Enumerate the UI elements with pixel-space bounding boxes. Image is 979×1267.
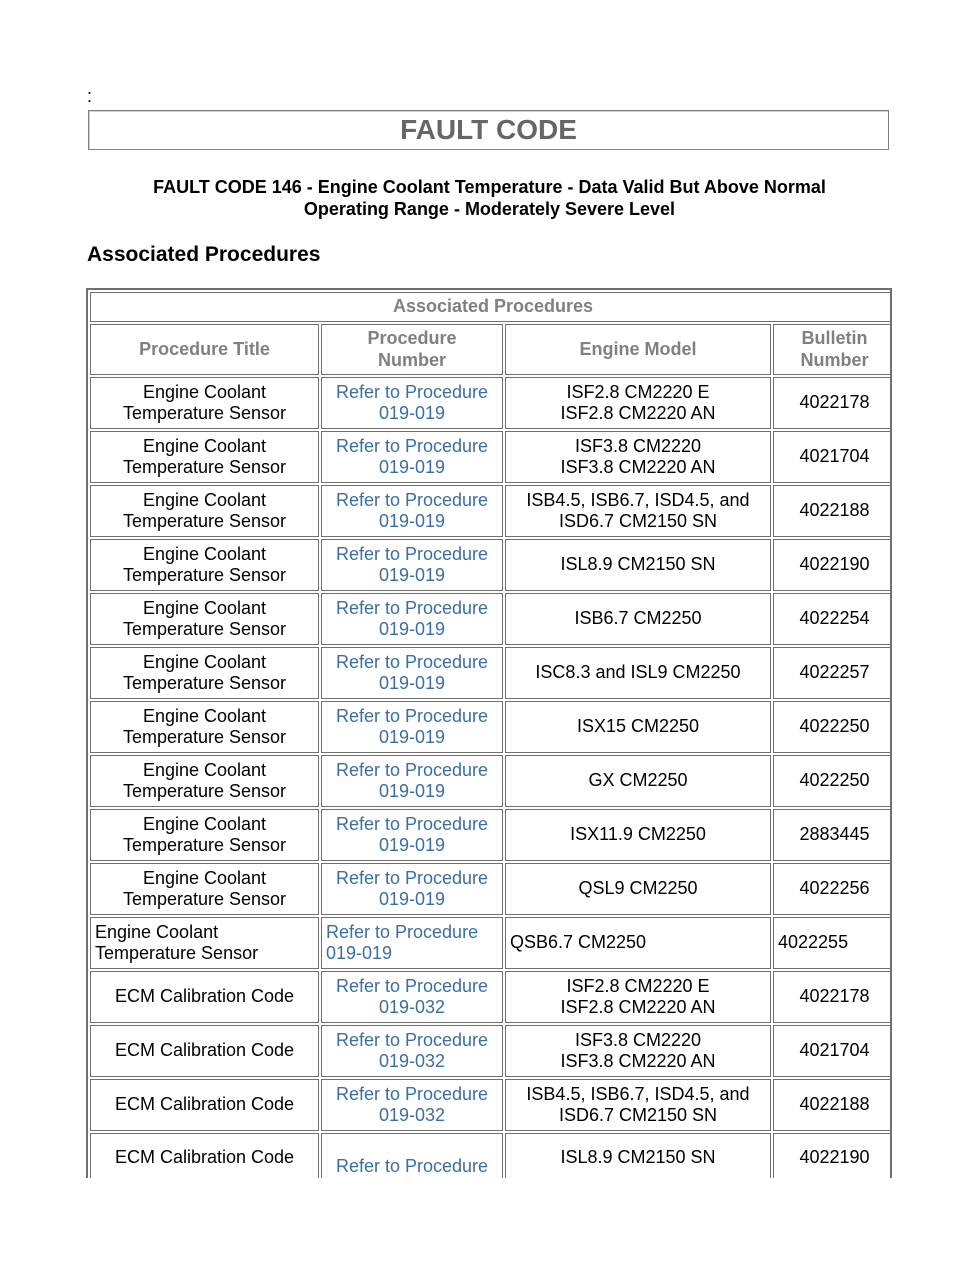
cell-procedure-number <box>321 917 503 969</box>
procedure-title-line-1: Engine Coolant <box>142 381 267 402</box>
engine-model-line-2: ISD6.7 CM2150 SN <box>558 511 718 531</box>
table-row <box>90 917 892 969</box>
cell-procedure-title <box>90 971 319 1023</box>
procedure-title-line-1: Engine Coolant <box>142 759 267 780</box>
table-row <box>90 863 892 915</box>
procedure-title-line-2: Temperature Sensor <box>122 781 287 801</box>
procedure-link-line-2: 019-019 <box>378 403 446 423</box>
procedure-link-line-1: Refer to Procedure <box>335 705 489 726</box>
table-body <box>90 377 892 1178</box>
cell-bulletin-number: 4022190 <box>773 539 892 591</box>
procedure-link-line-2: 019-019 <box>378 727 446 747</box>
cell-procedure-title <box>90 647 319 699</box>
table-header-row <box>90 324 892 375</box>
cell-bulletin-number: 4022178 <box>773 377 892 429</box>
cell-bulletin-number: 4022250 <box>773 755 892 807</box>
header-engine-model: Engine Model <box>505 324 771 375</box>
cell-procedure-number <box>321 1079 503 1131</box>
cell-procedure-title <box>90 1079 319 1131</box>
procedure-title-line-1: Engine Coolant <box>142 435 267 456</box>
procedure-link-line-1: Refer to Procedure <box>335 435 489 456</box>
procedure-link-line-1: Refer to Procedure <box>335 597 489 618</box>
procedure-link[interactable] <box>326 382 498 425</box>
procedure-link[interactable] <box>326 976 498 1019</box>
procedure-title-line-1: ECM Calibration Code <box>114 986 295 1007</box>
cell-procedure-number <box>321 1025 503 1077</box>
cell-bulletin-number: 2883445 <box>773 809 892 861</box>
procedure-link[interactable] <box>326 1156 498 1178</box>
procedure-link-line-1: Refer to Procedure <box>326 921 479 942</box>
cell-procedure-number <box>321 1133 503 1178</box>
procedure-title-line-2: Temperature Sensor <box>122 565 287 585</box>
fault-description <box>88 176 891 220</box>
page-title: FAULT CODE <box>400 114 577 145</box>
procedure-link-line-2: 019-019 <box>378 457 446 477</box>
procedure-link[interactable] <box>326 868 498 911</box>
cell-procedure-number <box>321 809 503 861</box>
procedure-title-line-2: Temperature Sensor <box>122 727 287 747</box>
engine-model-line-2: ISD6.7 CM2150 SN <box>558 1105 718 1125</box>
fault-description-line-1: FAULT CODE 146 - Engine Coolant Temperature - Data Valid But Above Normal <box>153 177 826 197</box>
procedure-title-line-1: Engine Coolant <box>95 921 219 942</box>
cell-engine-model <box>505 971 771 1023</box>
engine-model-line-1: ISF3.8 CM2220 <box>574 435 702 456</box>
cell-procedure-title <box>90 431 319 483</box>
procedure-link[interactable] <box>326 814 498 857</box>
engine-model-line-1: ISX15 CM2250 <box>576 716 700 737</box>
cell-engine-model <box>505 701 771 753</box>
cell-bulletin-number: 4022254 <box>773 593 892 645</box>
procedure-link-line-2: 019-019 <box>378 889 446 909</box>
table-row <box>90 755 892 807</box>
engine-model-line-1: GX CM2250 <box>588 770 688 791</box>
procedure-title-line-1: Engine Coolant <box>142 813 267 834</box>
procedure-link-line-2: 019-032 <box>378 997 446 1017</box>
procedure-link-line-2: 019-019 <box>326 943 393 963</box>
table-caption: Associated Procedures <box>90 292 892 322</box>
procedure-title-line-2: Temperature Sensor <box>122 889 287 909</box>
table-row <box>90 971 892 1023</box>
cell-engine-model <box>505 431 771 483</box>
cell-bulletin-number: 4022250 <box>773 701 892 753</box>
procedure-title-line-1: Engine Coolant <box>142 705 267 726</box>
header-procedure-number-line-2: Number <box>377 349 446 370</box>
procedure-title-line-1: Engine Coolant <box>142 543 267 564</box>
procedure-link[interactable] <box>326 544 498 587</box>
procedure-title-line-2: Temperature Sensor <box>122 673 287 693</box>
cell-procedure-title <box>90 863 319 915</box>
cell-procedure-number <box>321 593 503 645</box>
procedure-link-line-1: Refer to Procedure <box>335 975 489 996</box>
engine-model-line-2: ISF3.8 CM2220 AN <box>560 457 716 477</box>
table-row <box>90 809 892 861</box>
procedure-link-line-2: 019-019 <box>378 673 446 693</box>
cell-procedure-number <box>321 377 503 429</box>
procedure-link[interactable] <box>326 598 498 641</box>
procedure-title-line-1: Engine Coolant <box>142 867 267 888</box>
procedure-link[interactable] <box>326 1030 498 1073</box>
procedure-link[interactable] <box>326 760 498 803</box>
cell-procedure-title <box>90 701 319 753</box>
procedure-link-line-1: Refer to Procedure <box>335 489 489 510</box>
cell-bulletin-number: 4022257 <box>773 647 892 699</box>
procedure-link-line-2: 019-032 <box>378 1051 446 1071</box>
cell-bulletin-number: 4022188 <box>773 1079 892 1131</box>
cell-procedure-title <box>90 1133 319 1178</box>
cell-bulletin-number: 4021704 <box>773 1025 892 1077</box>
table-row <box>90 1133 892 1178</box>
cell-procedure-title <box>90 485 319 537</box>
procedure-link-line-2: 019-019 <box>378 511 446 531</box>
cell-engine-model <box>505 1025 771 1077</box>
procedure-link-line-1: Refer to Procedure <box>335 381 489 402</box>
procedure-link-line-1: Refer to Procedure <box>335 1029 489 1050</box>
cell-bulletin-number: 4022188 <box>773 485 892 537</box>
table-row <box>90 539 892 591</box>
cell-procedure-number <box>321 863 503 915</box>
procedures-table <box>88 290 892 1178</box>
table-row <box>90 1025 892 1077</box>
engine-model-line-1: ISL8.9 CM2150 SN <box>560 1147 716 1167</box>
cell-procedure-title <box>90 809 319 861</box>
procedure-link[interactable] <box>326 1084 498 1127</box>
cell-procedure-number <box>321 485 503 537</box>
engine-model-line-1: QSL9 CM2250 <box>578 878 698 899</box>
cell-procedure-number <box>321 971 503 1023</box>
engine-model-line-1: QSB6.7 CM2250 <box>510 932 647 953</box>
procedure-link-line-2: 019-019 <box>378 835 446 855</box>
engine-model-line-1: ISB6.7 CM2250 <box>574 608 702 629</box>
procedure-title-line-2: Temperature Sensor <box>122 511 287 531</box>
procedure-link-line-1: Refer to Procedure <box>335 1156 489 1176</box>
engine-model-line-1: ISC8.3 and ISL9 CM2250 <box>535 662 741 683</box>
procedure-link[interactable] <box>326 436 498 479</box>
cell-bulletin-number: 4022255 <box>773 917 892 969</box>
cell-engine-model <box>505 377 771 429</box>
engine-model-line-1: ISF2.8 CM2220 E <box>566 975 710 996</box>
section-heading: Associated Procedures <box>87 243 321 266</box>
engine-model-line-2: ISF2.8 CM2220 AN <box>560 997 716 1017</box>
procedure-link-line-2: 019-019 <box>378 565 446 585</box>
header-procedure-title: Procedure Title <box>90 324 319 375</box>
engine-model-line-1: ISF2.8 CM2220 E <box>566 381 710 402</box>
procedure-link[interactable] <box>326 922 498 965</box>
procedure-title-line-2: Temperature Sensor <box>122 403 287 423</box>
cell-bulletin-number: 4022256 <box>773 863 892 915</box>
procedure-title-line-2: Temperature Sensor <box>95 943 259 963</box>
cell-engine-model <box>505 1079 771 1131</box>
procedure-title-line-1: Engine Coolant <box>142 489 267 510</box>
procedure-link-line-1: Refer to Procedure <box>335 813 489 834</box>
header-procedure-number <box>321 324 503 375</box>
cell-engine-model <box>505 593 771 645</box>
cell-engine-model <box>505 539 771 591</box>
procedure-link-line-1: Refer to Procedure <box>335 651 489 672</box>
procedure-title-line-1: ECM Calibration Code <box>114 1147 295 1167</box>
procedure-title-line-2: Temperature Sensor <box>122 619 287 639</box>
procedure-title-line-1: Engine Coolant <box>142 651 267 672</box>
header-procedure-number-line-1: Procedure <box>367 328 457 348</box>
cell-bulletin-number: 4022178 <box>773 971 892 1023</box>
cell-engine-model <box>505 647 771 699</box>
leading-colon: : <box>87 86 93 106</box>
table-row <box>90 647 892 699</box>
cell-procedure-number <box>321 431 503 483</box>
header-bulletin-number-line-2: Number <box>800 349 869 370</box>
cell-procedure-number <box>321 755 503 807</box>
cell-procedure-number <box>321 701 503 753</box>
cell-procedure-number <box>321 647 503 699</box>
procedure-link[interactable] <box>326 706 498 749</box>
engine-model-line-1: ISB4.5, ISB6.7, ISD4.5, and <box>526 1083 750 1104</box>
table-row <box>90 431 892 483</box>
procedure-title-line-1: ECM Calibration Code <box>114 1040 295 1061</box>
procedure-link-line-1: Refer to Procedure <box>335 759 489 780</box>
cell-procedure-title <box>90 755 319 807</box>
cell-procedure-title <box>90 539 319 591</box>
table-row <box>90 485 892 537</box>
page-title-box <box>88 110 889 150</box>
procedures-table-container <box>86 288 892 1178</box>
procedure-link-line-2: 019-019 <box>378 619 446 639</box>
cell-engine-model <box>505 1133 771 1178</box>
engine-model-line-1: ISF3.8 CM2220 <box>574 1029 702 1050</box>
procedure-title-line-1: Engine Coolant <box>142 597 267 618</box>
procedure-link-line-1: Refer to Procedure <box>335 867 489 888</box>
procedure-title-line-1: ECM Calibration Code <box>114 1094 295 1115</box>
engine-model-line-1: ISX11.9 CM2250 <box>570 824 706 845</box>
procedure-link[interactable] <box>326 652 498 695</box>
header-bulletin-number-line-1: Bulletin <box>801 328 868 348</box>
table-row <box>90 377 892 429</box>
procedure-link-line-1: Refer to Procedure <box>335 543 489 564</box>
procedure-link[interactable] <box>326 490 498 533</box>
cell-procedure-number <box>321 539 503 591</box>
procedure-title-line-2: Temperature Sensor <box>122 835 287 855</box>
table-caption-row <box>90 292 892 322</box>
cell-procedure-title <box>90 1025 319 1077</box>
engine-model-line-1: ISL8.9 CM2150 SN <box>560 554 716 575</box>
fault-description-line-2: Operating Range - Moderately Severe Level <box>303 199 676 219</box>
procedure-link-line-1: Refer to Procedure <box>335 1083 489 1104</box>
header-bulletin-number <box>773 324 892 375</box>
cell-procedure-title <box>90 593 319 645</box>
engine-model-line-1: ISB4.5, ISB6.7, ISD4.5, and <box>526 489 750 510</box>
table-row <box>90 1079 892 1131</box>
procedure-title-line-2: Temperature Sensor <box>122 457 287 477</box>
cell-bulletin-number: 4021704 <box>773 431 892 483</box>
cell-engine-model <box>505 755 771 807</box>
cell-engine-model <box>505 863 771 915</box>
cell-procedure-title <box>90 917 319 969</box>
engine-model-line-2: ISF3.8 CM2220 AN <box>560 1051 716 1071</box>
table-row <box>90 593 892 645</box>
table-row <box>90 701 892 753</box>
engine-model-line-2: ISF2.8 CM2220 AN <box>560 403 716 423</box>
cell-engine-model <box>505 485 771 537</box>
cell-engine-model <box>505 917 771 969</box>
cell-engine-model <box>505 809 771 861</box>
cell-bulletin-number: 4022190 <box>773 1133 892 1178</box>
procedure-link-line-2: 019-032 <box>378 1105 446 1125</box>
cell-procedure-title <box>90 377 319 429</box>
procedure-link-line-2: 019-019 <box>378 781 446 801</box>
